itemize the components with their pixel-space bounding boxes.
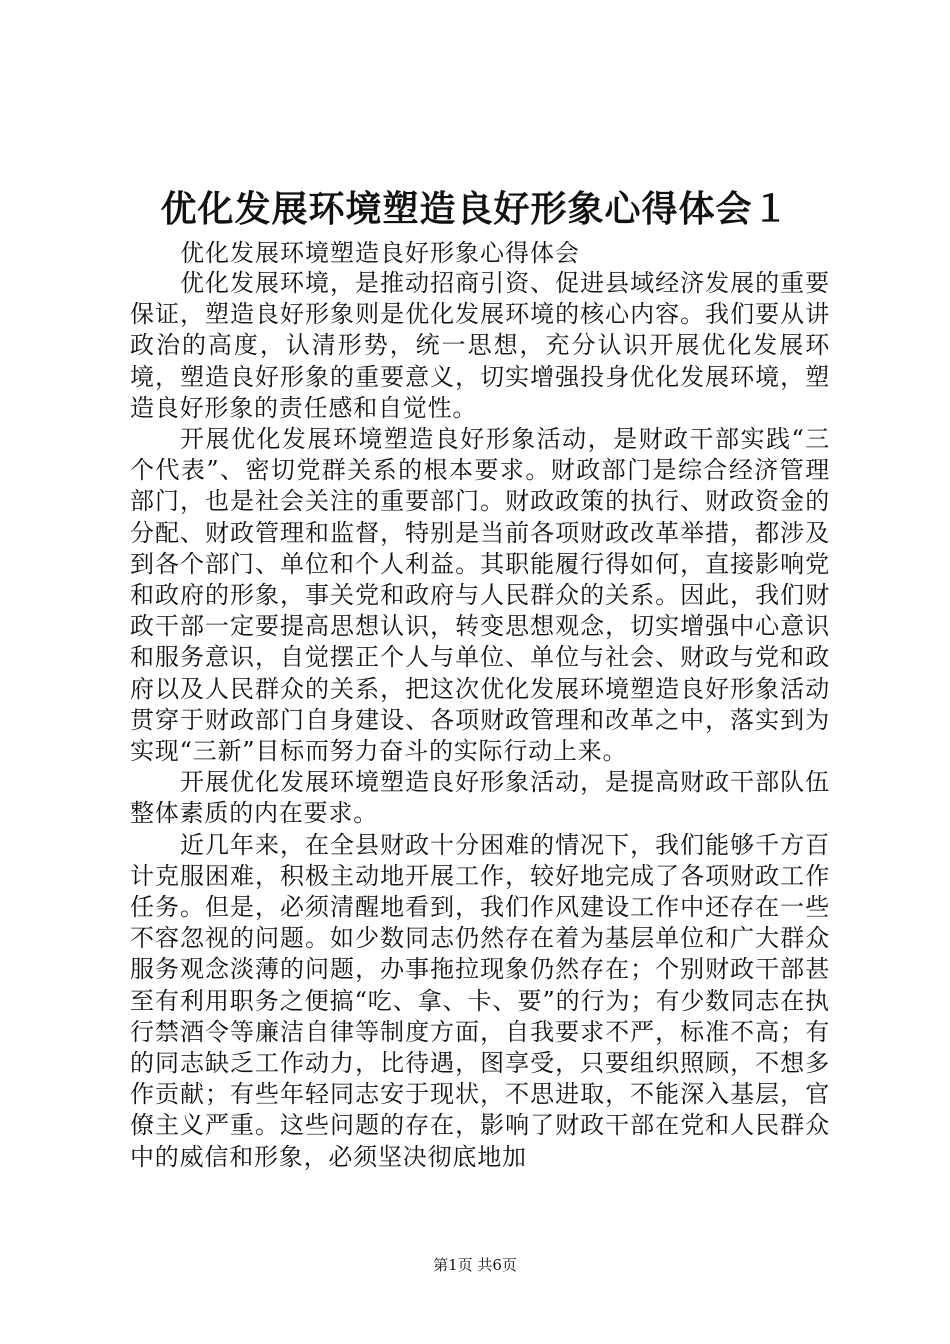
paragraph: 开展优化发展环境塑造良好形象活动，是提高财政干部队伍整体素质的内在要求。 [130,768,830,828]
page-footer: 第1页 共6页 [433,1256,517,1274]
paragraph: 开展优化发展环境塑造良好形象活动，是财政干部实践“三个代表”、密切党群关系的根本要求。财政部门是综合经济管理部门，也是社会关注的重要部门。财政政策的执行、财政资金的分配、财政管理和监督，特别是当前各项财政改革举措，都涉及到各个部门、单位和个人利益。其职能履行得如何，直接影响党和政府的形象，事关党和政府与人民群众的关系。因此，我们财政干部一定要提高思想认识，转变思想观念，切实增强中心意识和服务意识，自觉摆正个人与单位、单位与社会、财政与党和政府以及人民群众的关系，把这次优化发展环境塑造良好形象活动贯穿于财政部门自身建设、各项财政管理和改革之中，落实到为实现“三新”目标而努力奋斗的实际行动上来。 [130,425,830,766]
document-body [130,268,830,1173]
document-title: 优化发展环境塑造良好形象心得体会１ [160,188,790,230]
paragraph: 优化发展环境，是推动招商引资、促进县域经济发展的重要保证，塑造良好形象则是优化发展环境的核心内容。我们要从讲政治的高度，认清形势，统一思想，充分认识开展优化发展环境，塑造良好形象的重要意义，切实增强投身优化发展环境，塑造良好形象的责任感和自觉性。 [130,269,830,422]
paragraph: 近几年来，在全县财政十分困难的情况下，我们能够千方百计克服困难，积极主动地开展工作，较好地完成了各项财政工作任务。但是，必须清醒地看到，我们作风建设工作中还存在一些不容忽视的问题。如少数同志仍然存在着为基层单位和广大群众服务观念淡薄的问题，办事拖拉现象仍然存在；个别财政干部甚至有利用职务之便搞“吃、拿、卡、要”的行为；有少数同志在执行禁酒令等廉洁自律等制度方面，自我要求不严，标准不高；有的同志缺乏工作动力，比待遇，图享受，只要组织照顾，不想多作贡献；有些年轻同志安于现状，不思进取，不能深入基层，官僚主义严重。这些问题的存在，影响了财政干部在党和人民群众中的威信和形象，必须坚决彻底地加 [130,830,830,1171]
document-subtitle: 优化发展环境塑造良好形象心得体会 [180,239,580,267]
